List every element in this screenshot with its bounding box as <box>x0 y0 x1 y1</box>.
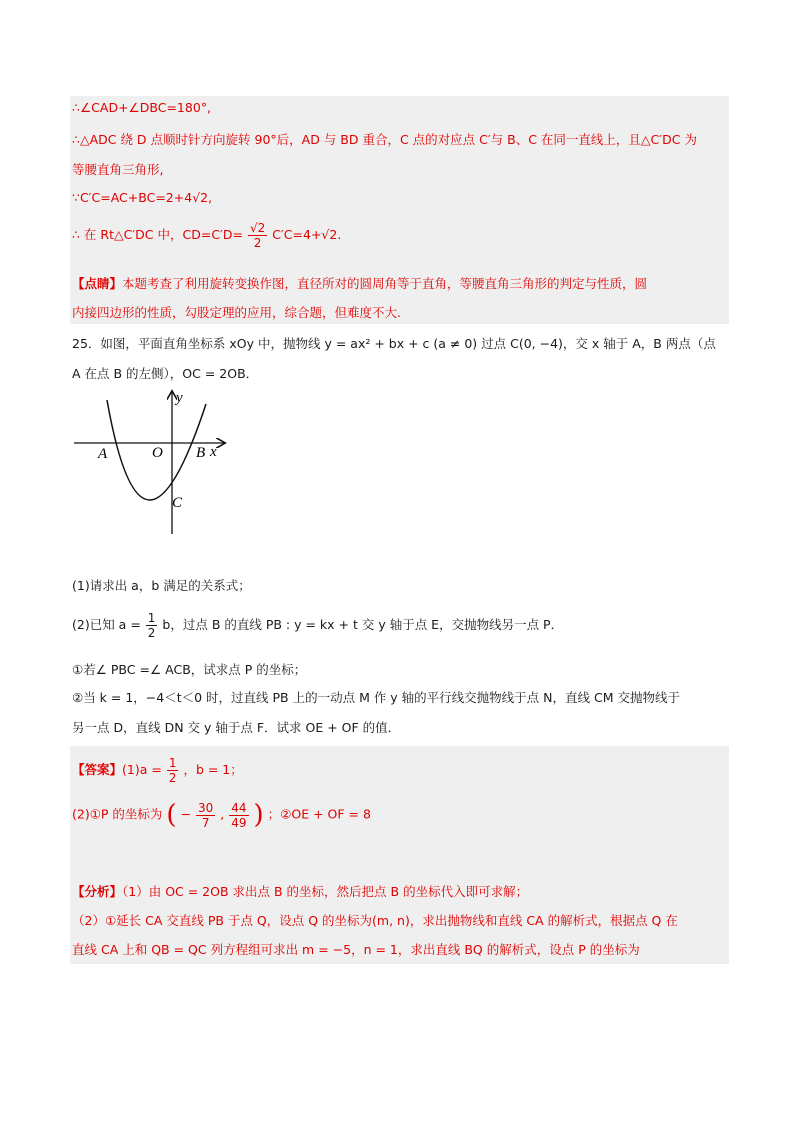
solution-line: ∴∠CAD+∠DBC=180°, <box>72 100 212 115</box>
parabola-figure <box>72 388 232 538</box>
comment-text: 本题考查了利用旋转变换作图，直径所对的圆周角等于直角，等腰直角三角形的判定与性质，圆 <box>122 276 648 291</box>
answer-text: ，b = 1； <box>183 762 243 777</box>
problem-statement: 25．如图，平面直角坐标系 xOy 中，抛物线 y = ax² + bx + c (a ≠ 0) 过点 C(0, −4)，交 x 轴于 A，B 两点（点 <box>72 336 716 351</box>
fraction-numerator: √2 <box>249 221 266 235</box>
label-o: O <box>152 445 163 461</box>
question-text: (2)已知 a = <box>72 617 141 632</box>
fraction-denominator: 2 <box>147 626 156 640</box>
fraction-numerator: 44 <box>231 800 247 815</box>
solution-line: ∴△ADC 绕 D 点顺时针方向旋转 90°后，AD 与 BD 重合，C 点的对应点 C′与 B、C 在同一直线上，且△C′DC 为 <box>72 132 697 147</box>
solution-line: ∵C′C=AC+BC=2+4√2, <box>72 190 213 205</box>
answer-text: (2)①P 的坐标为 <box>72 806 163 822</box>
label-c: C <box>172 495 183 511</box>
question-2-1: ①若∠ PBC =∠ ACB，试求点 P 的坐标； <box>72 662 307 677</box>
fraction-denominator: 2 <box>168 771 177 785</box>
answer-tag: 【答案】 <box>72 762 123 777</box>
label-y: y <box>176 390 183 406</box>
fraction <box>229 802 248 829</box>
question-2-2: 另一点 D，直线 DN 交 y 轴于点 F．试求 OE + OF 的值． <box>72 720 401 735</box>
analysis-line: 直线 CA 上和 QB = QC 列方程组可求出 m = −5，n = 1，求出直线 BQ 的解析式，设点 P 的坐标为 <box>72 942 640 957</box>
comment-line: 内接四边形的性质，勾股定理的应用，综合题，但难度不大. <box>72 305 401 320</box>
fraction-denominator: 7 <box>201 815 210 830</box>
question-text: b，过点 B 的直线 PB : y = kx + t 交 y 轴于点 E，交抛物线另一点 P． <box>162 617 564 632</box>
fraction <box>196 802 215 829</box>
answer-line-2 <box>72 800 371 830</box>
fraction <box>167 757 179 784</box>
fraction <box>248 222 267 249</box>
solution-line <box>72 222 341 249</box>
analysis-tag: 【分析】 <box>72 884 123 899</box>
fraction-numerator: 1 <box>147 611 156 625</box>
problem-statement: A 在点 B 的左侧），OC = 2OB． <box>72 366 259 381</box>
comma: , <box>220 806 225 822</box>
question-2 <box>72 612 563 639</box>
fraction-denominator: 49 <box>231 815 247 830</box>
analysis-line <box>72 882 528 900</box>
analysis-text: （1）由 OC = 2OB 求出点 B 的坐标，然后把点 B 的坐标代入即可求解； <box>122 884 529 899</box>
solution-text: ∴ 在 Rt△C′DC 中，CD=C′D= <box>72 227 243 242</box>
left-paren: ( <box>166 800 177 830</box>
fraction <box>146 612 158 639</box>
answer-text: ；②OE + OF = 8 <box>267 806 371 822</box>
answer-text: (1)a = <box>122 762 162 777</box>
label-b: B <box>196 445 206 461</box>
label-x: x <box>210 444 217 460</box>
right-paren: ) <box>253 800 264 830</box>
minus-sign: − <box>180 806 192 822</box>
label-a: A <box>98 446 108 462</box>
fraction-denominator: 2 <box>253 236 262 250</box>
answer-line-1 <box>72 757 243 784</box>
comment-tag: 【点睛】 <box>72 276 123 291</box>
solution-line: 等腰直角三角形, <box>72 162 164 177</box>
question-2-2: ②当 k = 1，−4＜t＜0 时，过直线 PB 上的一动点 M 作 y 轴的平行线交抛物线于点 N，直线 CM 交抛物线于 <box>72 690 680 705</box>
question-1: (1)请求出 a，b 满足的关系式； <box>72 578 251 593</box>
analysis-line: （2）①延长 CA 交直线 PB 于点 Q，设点 Q 的坐标为(m, n)，求出抛物线和直线 CA 的解析式，根据点 Q 在 <box>72 913 678 928</box>
solution-text: C′C=4+√2. <box>272 227 342 242</box>
comment-line <box>72 274 647 292</box>
fraction-numerator: 30 <box>198 800 214 815</box>
fraction-numerator: 1 <box>168 756 177 770</box>
